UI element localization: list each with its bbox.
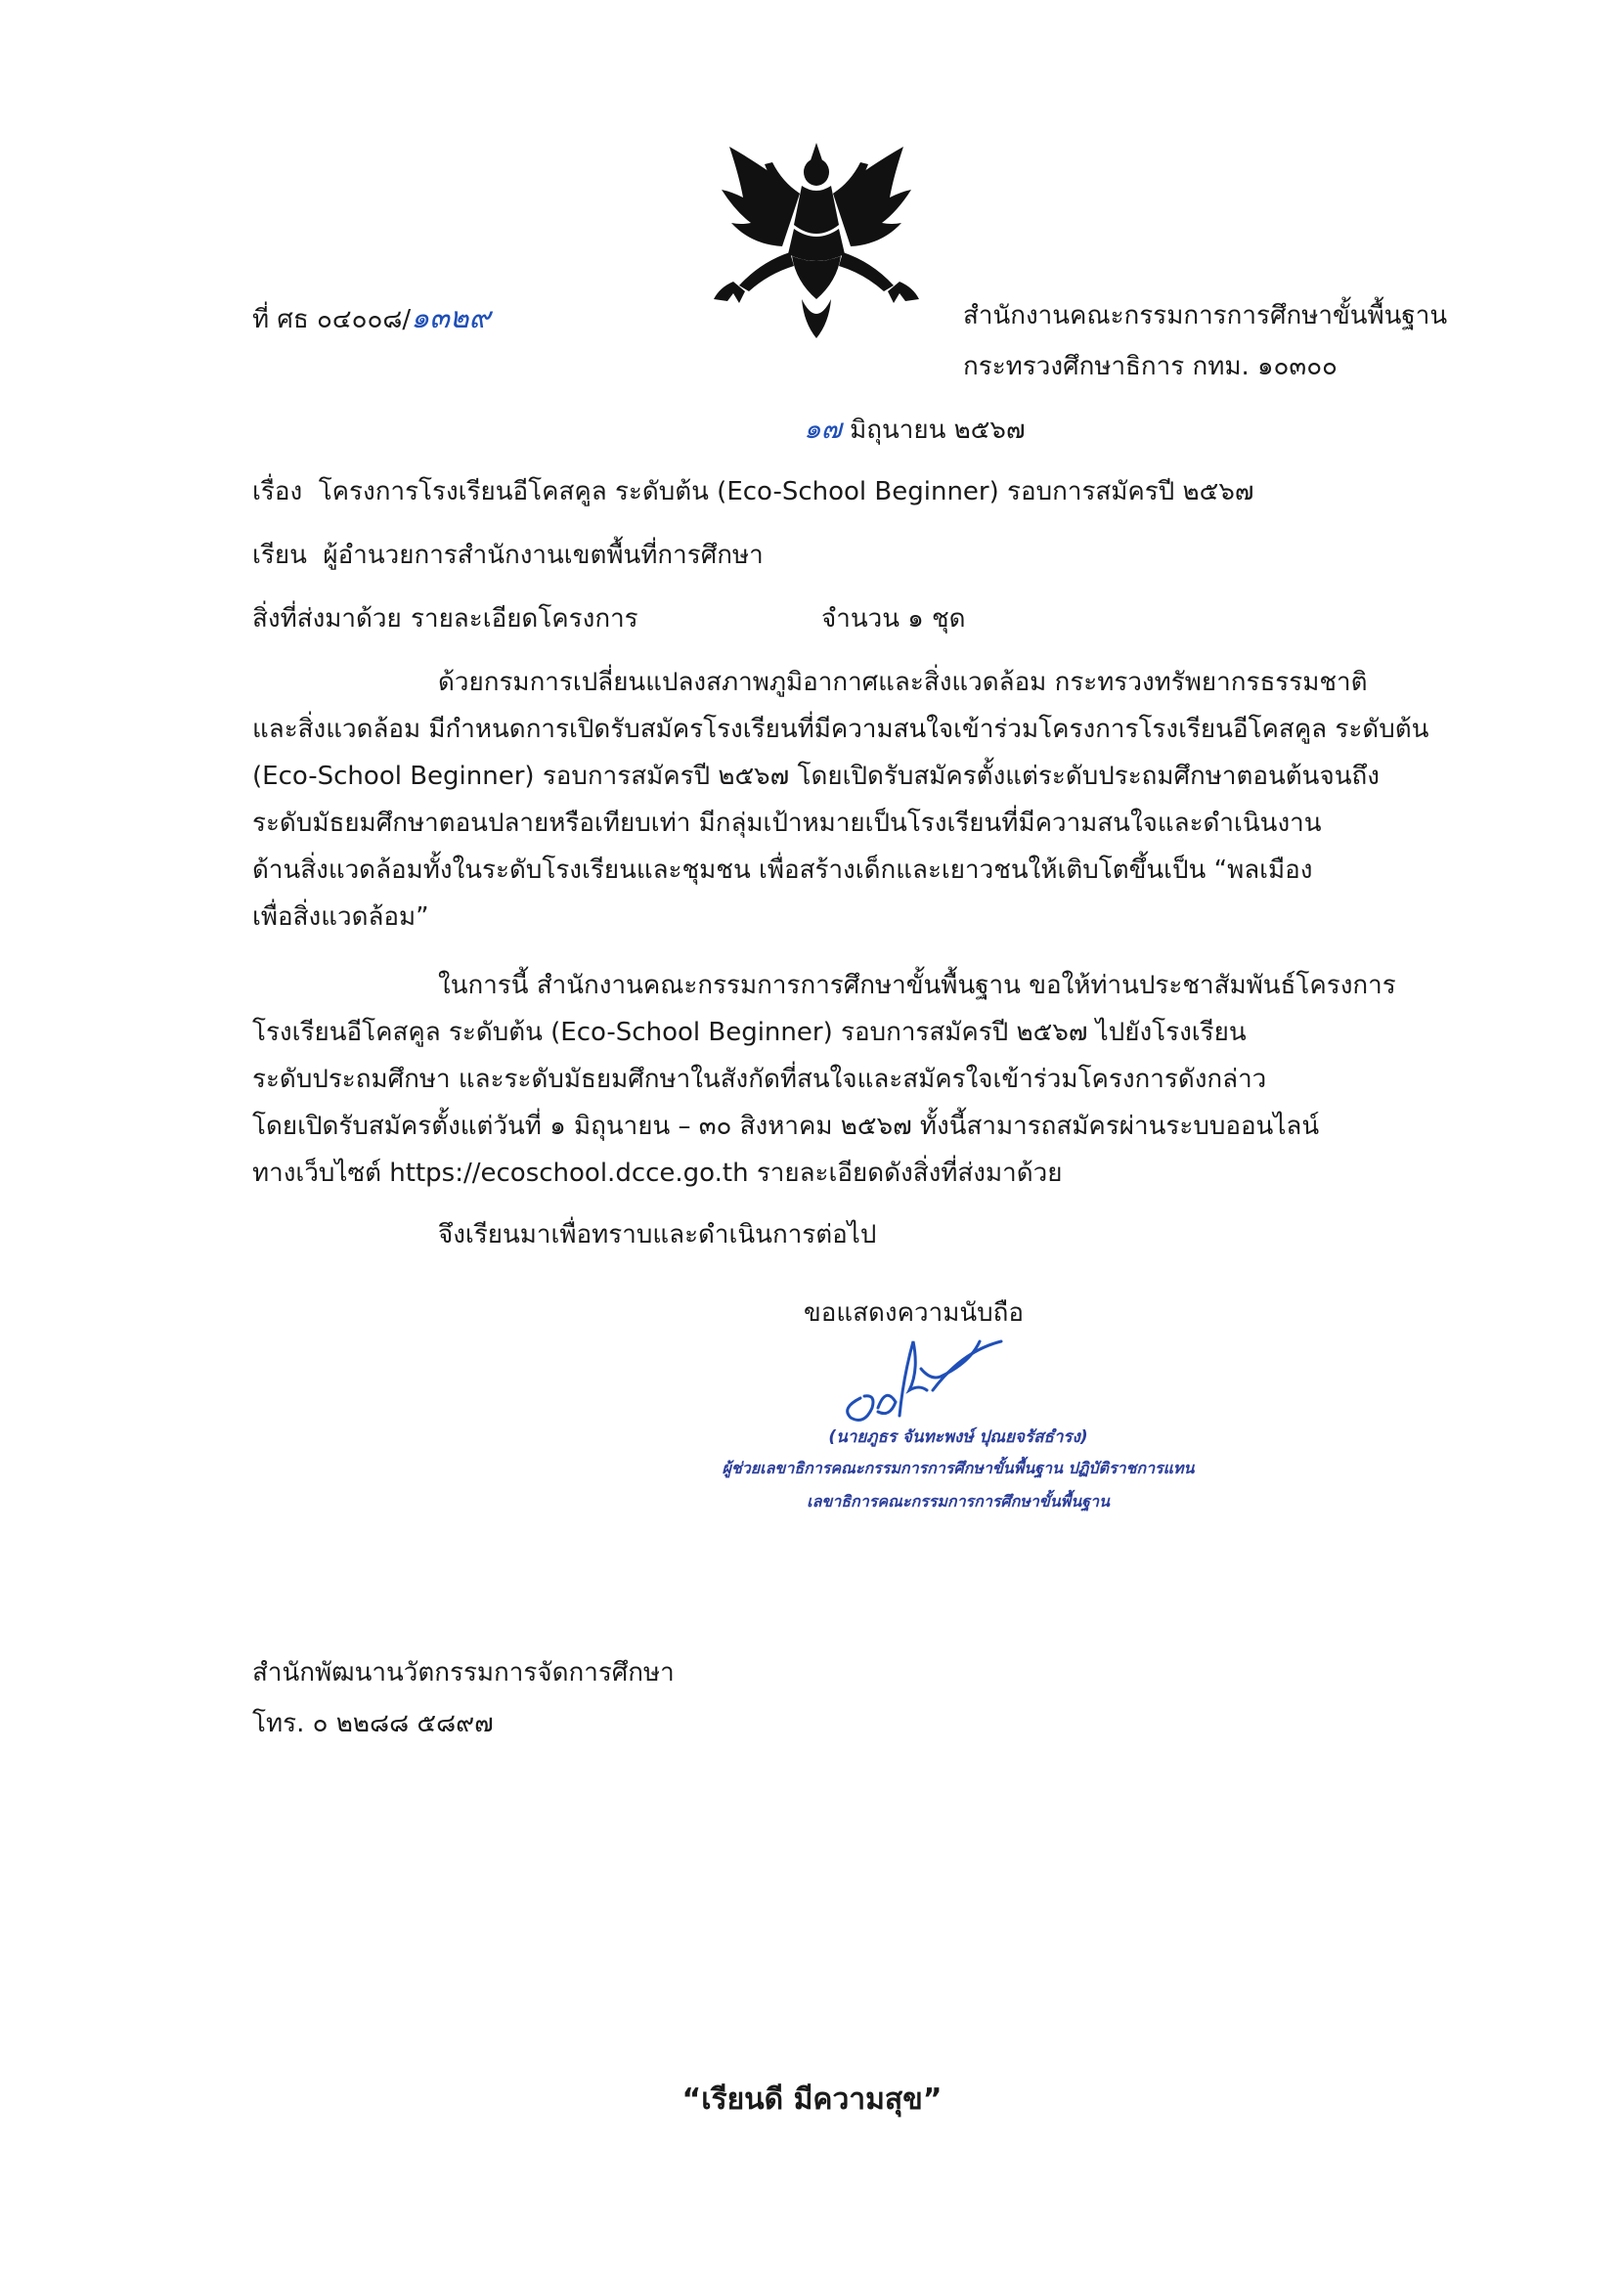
signatory-position-block: [665, 1457, 1251, 1481]
reference-prefix: ที่ ศธ ๐๔๐๐๘/: [252, 305, 412, 334]
enclosure-quantity: จำนวน ๑ ชุด: [821, 604, 966, 634]
paragraph-line: ในการนี้ สำนักงานคณะกรรมการการศึกษาขั้นพื้นฐาน ขอให้ท่านประชาสัมพันธ์โครงการ: [438, 971, 1396, 1000]
paragraph-line: ระดับประถมศึกษา และระดับมัธยมศึกษาในสังกัดที่สนใจและสมัครใจเข้าร่วมโครงการดังกล่าว: [252, 1065, 1267, 1094]
office-address: กระทรวงศึกษาธิการ กทม. ๑๐๓๐๐: [963, 352, 1338, 381]
addressee-text: ผู้อำนวยการสำนักงานเขตพื้นที่การศึกษา: [323, 541, 764, 570]
paragraph-line: ทางเว็บไซต์ https://ecoschool.dcce.go.th รายละเอียดดังสิ่งที่ส่งมาด้วย: [252, 1159, 1063, 1188]
subject-text: โครงการโรงเรียนอีโคสคูล ระดับต้น (Eco-School Beginner) รอบการสมัครปี ๒๕๖๗: [318, 477, 1254, 506]
paragraph-line: ด้วยกรมการเปลี่ยนแปลงสภาพภูมิอากาศและสิ่งแวดล้อม กระทรวงทรัพยากรธรรมชาติ: [438, 668, 1368, 697]
salutation: ขอแสดงความนับถือ: [804, 1298, 1024, 1328]
paragraph-line: โรงเรียนอีโคสคูล ระดับต้น (Eco-School Beginner) รอบการสมัครปี ๒๕๖๗ ไปยังโรงเรียน: [252, 1018, 1247, 1047]
body-paragraph-1: [252, 659, 1455, 941]
footer-department: สำนักพัฒนานวัตกรรมการจัดการศึกษา: [252, 1658, 675, 1687]
garuda-emblem-icon: [704, 135, 929, 345]
signature-icon: [831, 1330, 1046, 1427]
signatory-position-line-1: ผู้ช่วยเลขาธิการคณะกรรมการการศึกษาขั้นพื้นฐาน ปฏิบัติราชการแทน: [722, 1459, 1195, 1477]
reference-number: [252, 301, 490, 336]
signatory-name: (นายภูธร จันทะพงษ์ ปุณยจรัสธำรง): [828, 1427, 1088, 1447]
subject-label: เรื่อง: [252, 477, 303, 506]
signatory-position-block-2: [665, 1490, 1251, 1514]
paragraph-line: โดยเปิดรับสมัครตั้งแต่วันที่ ๑ มิถุนายน – ๓๐ สิงหาคม ๒๕๖๗ ทั้งนี้สามารถสมัครผ่านระบบออนไลน์: [252, 1112, 1320, 1141]
body-paragraph-2: [252, 962, 1455, 1197]
date-month-year: มิถุนายน ๒๕๖๗: [850, 416, 1026, 445]
date-day-handwritten: ๑๗: [804, 413, 842, 445]
letter-date: [804, 413, 1026, 446]
paragraph-line: (Eco-School Beginner) รอบการสมัครปี ๒๕๖๗ โดยเปิดรับสมัครตั้งแต่ระดับประถมศึกษาตอนต้นจนถึง: [252, 762, 1380, 791]
closing-sentence: จึงเรียนมาเพื่อทราบและดำเนินการต่อไป: [438, 1220, 877, 1249]
addressee-line: [252, 541, 764, 571]
paragraph-line: ด้านสิ่งแวดล้อมทั้งในระดับโรงเรียนและชุมชน เพื่อสร้างเด็กและเยาวชนให้เติบโตขึ้นเป็น “พลเมือง: [252, 855, 1313, 885]
office-name: สำนักงานคณะกรรมการการศึกษาขั้นพื้นฐาน: [963, 301, 1448, 330]
paragraph-line: ระดับมัธยมศึกษาตอนปลายหรือเทียบเท่า มีกลุ่มเป้าหมายเป็นโรงเรียนที่มีความสนใจและดำเนินงาน: [252, 809, 1322, 838]
footer-phone: โทร. ๐ ๒๒๘๘ ๕๘๙๗: [252, 1709, 494, 1738]
paragraph-line: และสิ่งแวดล้อม มีกำหนดการเปิดรับสมัครโรงเรียนที่มีความสนใจเข้าร่วมโครงการโรงเรียนอีโคสคูล ระดับต้น: [252, 715, 1429, 744]
paragraph-line: เพื่อสิ่งแวดล้อม”: [252, 902, 429, 932]
subject-line: [252, 477, 1253, 507]
signatory-name-block: [665, 1424, 1251, 1450]
enclosure-label: สิ่งที่ส่งมาด้วย: [252, 604, 402, 634]
addressee-label: เรียน: [252, 541, 307, 570]
enclosure-item: รายละเอียดโครงการ: [411, 604, 638, 634]
reference-number-handwritten: ๑๓๒๙: [411, 301, 491, 335]
slogan: “เรียนดี มีความสุข”: [681, 2082, 943, 2117]
signatory-position-line-2: เลขาธิการคณะกรรมการการศึกษาขั้นพื้นฐาน: [807, 1492, 1110, 1511]
